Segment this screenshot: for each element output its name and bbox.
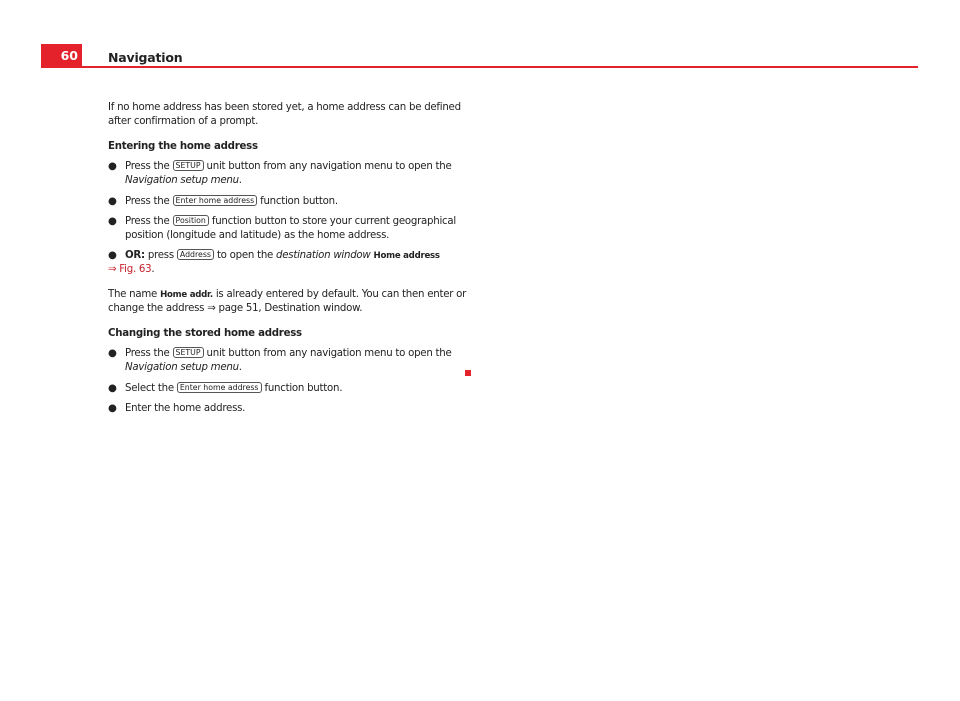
or-label: OR: xyxy=(125,250,145,262)
bullet-text: unit button from any navigation menu to open the xyxy=(203,161,452,173)
address-button-label: Address xyxy=(177,249,214,260)
section-heading-changing: Changing the stored home address xyxy=(108,327,302,339)
paragraph-text: is already entered by default. You can then enter or change the address ⇒ page 51, Destination window. xyxy=(108,289,467,315)
paragraph-text: The name xyxy=(108,289,161,301)
list-item xyxy=(108,347,476,375)
bullet-text: Select the xyxy=(125,382,177,394)
setup-button-label: SETUP xyxy=(173,160,204,171)
bullet-text: Press the xyxy=(125,161,173,173)
bullet-text: Enter the home address. xyxy=(125,402,246,414)
bullet-icon: ● xyxy=(108,382,117,394)
figure-link[interactable]: ⇒ Fig. 63 xyxy=(108,264,152,276)
home-address-label: Home address xyxy=(373,251,440,262)
bullet-text: function button to store your current geographical position (longitude and latitude) as the home address. xyxy=(125,215,456,241)
section-heading-entering: Entering the home address xyxy=(108,140,258,152)
changing-steps-list xyxy=(108,347,476,416)
bullet-text: Press the xyxy=(125,195,173,207)
bullet-text: . xyxy=(151,264,155,276)
bullet-icon: ● xyxy=(108,348,117,360)
bullet-text: function button. xyxy=(257,195,338,207)
list-item xyxy=(108,402,476,416)
list-item xyxy=(108,195,476,209)
bullet-text: press xyxy=(144,250,177,262)
page-number: 60 xyxy=(41,44,82,68)
bullet-icon: ● xyxy=(108,402,117,414)
bullet-icon: ● xyxy=(108,215,117,227)
bullet-icon: ● xyxy=(108,161,117,173)
window-name: destination window xyxy=(276,250,371,262)
list-item xyxy=(108,160,476,188)
menu-name: Navigation setup menu xyxy=(125,362,239,374)
list-item xyxy=(108,382,476,396)
intro-paragraph: If no home address has been stored yet, a home address can be defined after confirmation of a prompt. xyxy=(108,102,461,128)
bullet-text: to open the xyxy=(213,250,277,262)
setup-button-label: SETUP xyxy=(173,347,204,358)
enter-home-address-button-label: Enter home address xyxy=(173,195,258,206)
bullet-text: . xyxy=(238,362,242,374)
bullet-text: unit button from any navigation menu to open the xyxy=(203,348,452,360)
chapter-title: Navigation xyxy=(108,50,183,65)
entering-steps-list xyxy=(108,160,476,277)
bullet-text: Press the xyxy=(125,215,173,227)
bullet-text: . xyxy=(238,175,242,187)
home-addr-label: Home addr. xyxy=(160,290,213,301)
document-body xyxy=(108,101,476,426)
position-button-label: Position xyxy=(173,215,209,226)
bullet-text: Press the xyxy=(125,348,173,360)
bullet-icon: ● xyxy=(108,250,117,262)
home-addr-paragraph xyxy=(108,288,476,316)
bullet-text: function button. xyxy=(261,382,343,394)
menu-name: Navigation setup menu xyxy=(125,175,239,187)
bullet-icon: ● xyxy=(108,195,117,207)
list-item xyxy=(108,249,476,277)
enter-home-address-button-label: Enter home address xyxy=(177,382,262,393)
list-item xyxy=(108,215,476,243)
section-end-marker xyxy=(465,370,471,376)
header-rule xyxy=(82,66,918,68)
